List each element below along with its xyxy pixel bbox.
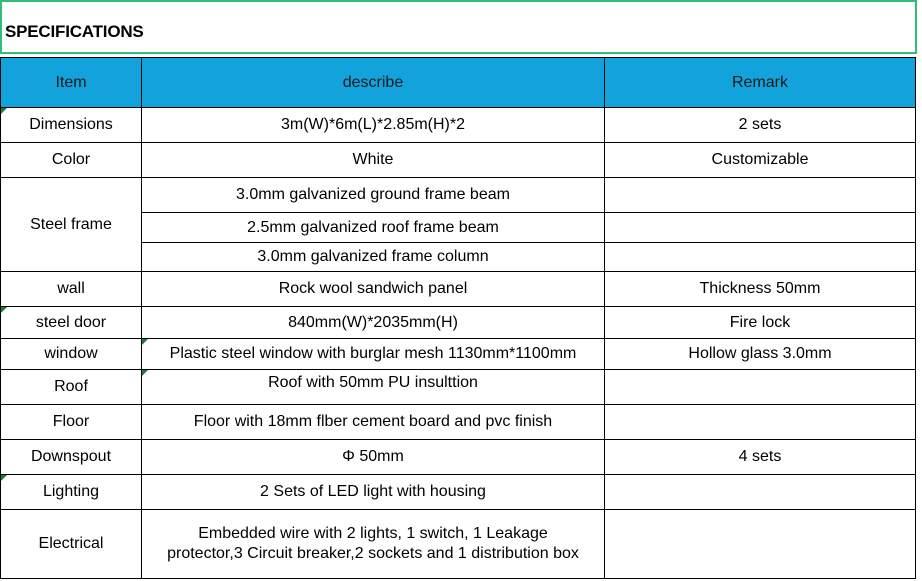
cell-describe: 3m(W)*6m(L)*2.85m(H)*2 <box>142 108 605 143</box>
cell-item <box>1 108 142 143</box>
specifications-title-bar <box>0 0 917 54</box>
cell-remark <box>605 370 916 405</box>
cell-describe: 840mm(W)*2035mm(H) <box>142 307 605 339</box>
cell-describe: 3.0mm galvanized ground frame beam <box>142 178 605 213</box>
cell-remark <box>605 510 916 579</box>
page-title: SPECIFICATIONS <box>5 22 144 41</box>
table-row <box>1 405 916 440</box>
table-row <box>1 108 916 143</box>
describe-text: Roof with 50mm PU insulttion <box>268 374 478 391</box>
cell-item: window <box>1 339 142 370</box>
cell-remark: 4 sets <box>605 440 916 475</box>
cell-describe: White <box>142 143 605 178</box>
table-row <box>1 440 916 475</box>
cell-remark <box>605 178 916 213</box>
cell-marker <box>1 475 7 481</box>
table-header-row <box>1 58 916 108</box>
table-row <box>1 510 916 579</box>
cell-item: Electrical <box>1 510 142 579</box>
cell-item: Color <box>1 143 142 178</box>
cell-item: Steel frame <box>1 178 142 272</box>
table-row <box>1 475 916 510</box>
cell-remark: Thickness 50mm <box>605 272 916 307</box>
cell-remark <box>605 405 916 440</box>
header-describe: describe <box>142 58 605 108</box>
cell-describe <box>142 370 605 405</box>
cell-describe: 3.0mm galvanized frame column <box>142 243 605 272</box>
cell-remark: Hollow glass 3.0mm <box>605 339 916 370</box>
cell-item <box>1 307 142 339</box>
cell-describe <box>142 339 605 370</box>
cell-item: wall <box>1 272 142 307</box>
cell-remark: Customizable <box>605 143 916 178</box>
cell-marker <box>142 339 148 345</box>
cell-remark <box>605 213 916 243</box>
cell-describe <box>142 510 605 579</box>
cell-marker <box>142 370 148 376</box>
describe-line: protector,3 Circuit breaker,2 sockets and 1 distribution box <box>167 545 579 562</box>
cell-marker <box>1 108 7 114</box>
header-item: Item <box>1 58 142 108</box>
item-label: Lighting <box>42 483 100 500</box>
cell-item <box>1 475 142 510</box>
cell-describe: Floor with 18mm flber cement board and pvc finish <box>142 405 605 440</box>
cell-describe: Rock wool sandwich panel <box>142 272 605 307</box>
specifications-table <box>0 57 916 579</box>
table-row <box>1 143 916 178</box>
cell-remark <box>605 243 916 272</box>
table-row <box>1 370 916 405</box>
cell-item: Floor <box>1 405 142 440</box>
cell-remark: Fire lock <box>605 307 916 339</box>
cell-remark: 2 sets <box>605 108 916 143</box>
cell-item: Roof <box>1 370 142 405</box>
cell-describe: 2 Sets of LED light with housing <box>142 475 605 510</box>
header-remark: Remark <box>605 58 916 108</box>
table-row <box>1 307 916 339</box>
cell-describe: 2.5mm galvanized roof frame beam <box>142 213 605 243</box>
cell-marker <box>1 307 7 313</box>
cell-remark <box>605 475 916 510</box>
describe-line: Embedded wire with 2 lights, 1 switch, 1 Leakage <box>198 525 548 542</box>
table-row <box>1 178 916 213</box>
table-row <box>1 339 916 370</box>
table-row <box>1 272 916 307</box>
item-label: Dimensions <box>29 116 113 133</box>
item-label: steel door <box>35 313 107 331</box>
cell-describe: Φ 50mm <box>142 440 605 475</box>
cell-item: Downspout <box>1 440 142 475</box>
describe-text: Plastic steel window with burglar mesh 1130mm*1100mm <box>169 345 577 362</box>
